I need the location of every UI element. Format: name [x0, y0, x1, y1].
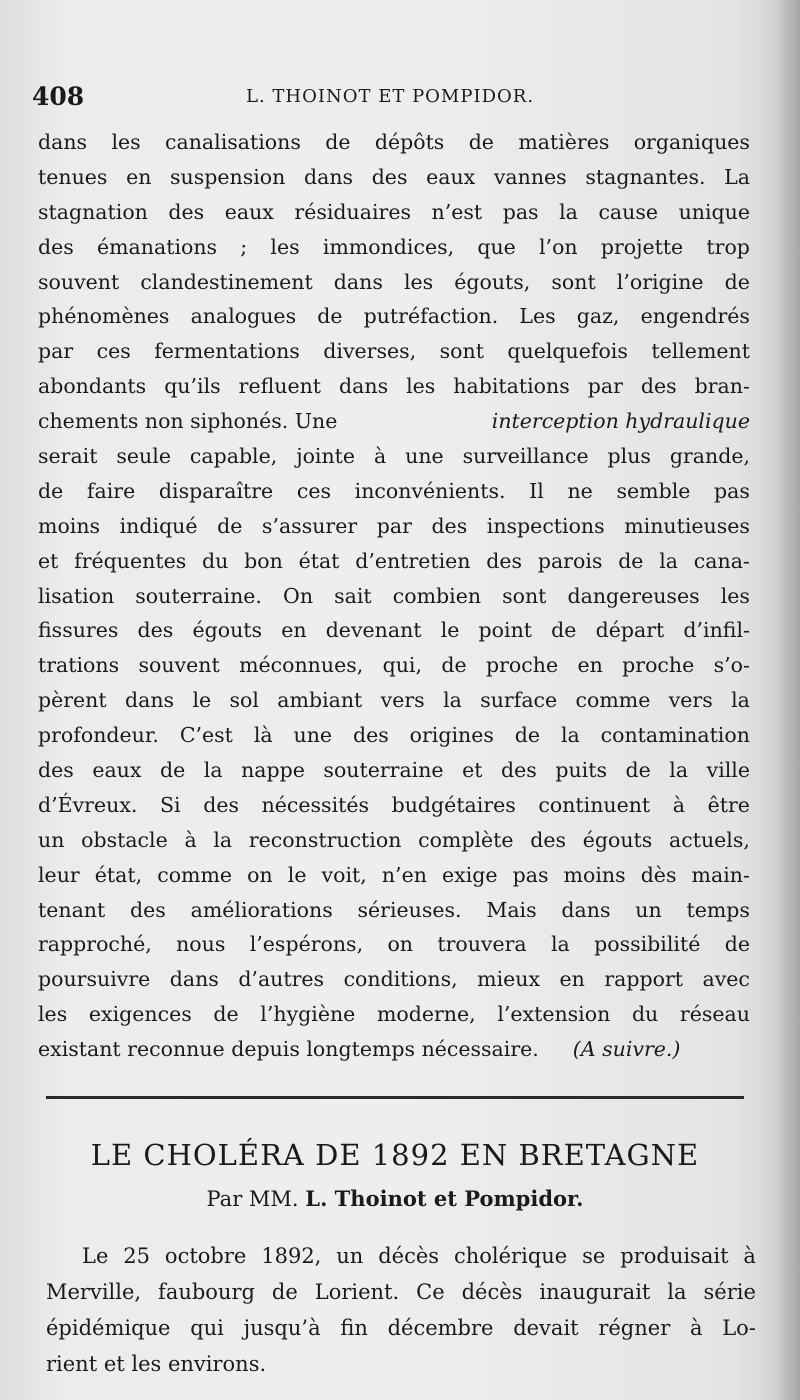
text-line: les exigences de l’hygiène moderne, l’extension du réseau: [38, 1002, 750, 1027]
text-line: des émanations ; les immondices, que l’on projette trop: [38, 234, 750, 259]
page-number: 408: [32, 82, 85, 111]
intro-paragraph: [46, 1238, 756, 1382]
text-line: phénomènes analogues de putréfaction. Les gaz, engendrés: [38, 304, 750, 329]
running-head: [28, 82, 748, 116]
text-line: tenues en suspension dans des eaux vannes stagnantes. La: [38, 164, 750, 189]
page-edge-shadow: [774, 0, 800, 1400]
text-line: de faire disparaître ces inconvénients. Il ne semble pas: [38, 478, 750, 503]
italic-phrase: interception hydraulique: [491, 409, 750, 434]
text-line: Merville, faubourg de Lorient. Ce décès inaugurait la série: [46, 1280, 756, 1304]
text-line: par ces fermentations diverses, sont quelquefois tellement: [38, 339, 750, 364]
text-line: serait seule capable, jointe à une surveillance plus grande,: [38, 444, 750, 469]
text-line: rient et les environs.: [46, 1352, 267, 1376]
text-line: fissures des égouts en devenant le point de départ d’infil-: [38, 618, 750, 643]
body-text: [38, 125, 750, 1067]
text-line: dans les canalisations de dépôts de matières organiques: [38, 130, 750, 154]
text-line: rapproché, nous l’espérons, on trouvera la possibilité de: [38, 932, 750, 957]
text-line: leur état, comme on le voit, n’en exige pas moins dès main-: [38, 862, 750, 887]
running-title: L. THOINOT ET POMPIDOR.: [246, 86, 535, 107]
text-line: lisation souterraine. On sait combien sont dangereuses les: [38, 583, 750, 608]
text-line: Le 25 octobre 1892, un décès cholérique se produisait à: [82, 1244, 756, 1268]
text-line: profondeur. C’est là une des origines de la contamination: [38, 723, 750, 748]
text-line: existant reconnue depuis longtemps nécessaire. (A suivre.): [38, 1032, 750, 1067]
text-line: pèrent dans le sol ambiant vers la surface comme vers la: [38, 688, 750, 713]
text-line: un obstacle à la reconstruction complète des égouts actuels,: [38, 827, 750, 852]
byline-authors: L. Thoinot et Pompidor.: [305, 1186, 584, 1211]
text-line: épidémique qui jusqu’à fin décembre devait régner à Lo-: [46, 1316, 756, 1340]
text-line: souvent clandestinement dans les égouts, sont l’origine de: [38, 269, 750, 294]
byline: [46, 1186, 744, 1211]
text-line: abondants qu’ils refluent dans les habitations par des bran-: [38, 374, 750, 399]
text-line: poursuivre dans d’autres conditions, mieux en rapport avec: [38, 967, 750, 992]
text-line: trations souvent méconnues, qui, de proche en proche s’o-: [38, 653, 750, 678]
text-line: des eaux de la nappe souterraine et des puits de la ville: [38, 758, 750, 783]
byline-prefix: Par MM.: [206, 1187, 299, 1211]
text-line: stagnation des eaux résiduaires n’est pas la cause unique: [38, 199, 750, 224]
text-line: tenant des améliorations sérieuses. Mais dans un temps: [38, 897, 750, 922]
text-line: chements non siphonés. Une interception hydraulique: [38, 404, 750, 439]
continuation-note: (A suivre.): [572, 1037, 681, 1062]
text-line: d’Évreux. Si des nécessités budgétaires continuent à être: [38, 792, 750, 817]
section-title: LE CHOLÉRA DE 1892 EN BRETAGNE: [90, 1138, 700, 1172]
text-line: et fréquentes du bon état d’entretien des parois de la cana-: [38, 548, 750, 573]
text-line: moins indiqué de s’assurer par des inspections minutieuses: [38, 513, 750, 538]
section-divider: [46, 1096, 744, 1099]
